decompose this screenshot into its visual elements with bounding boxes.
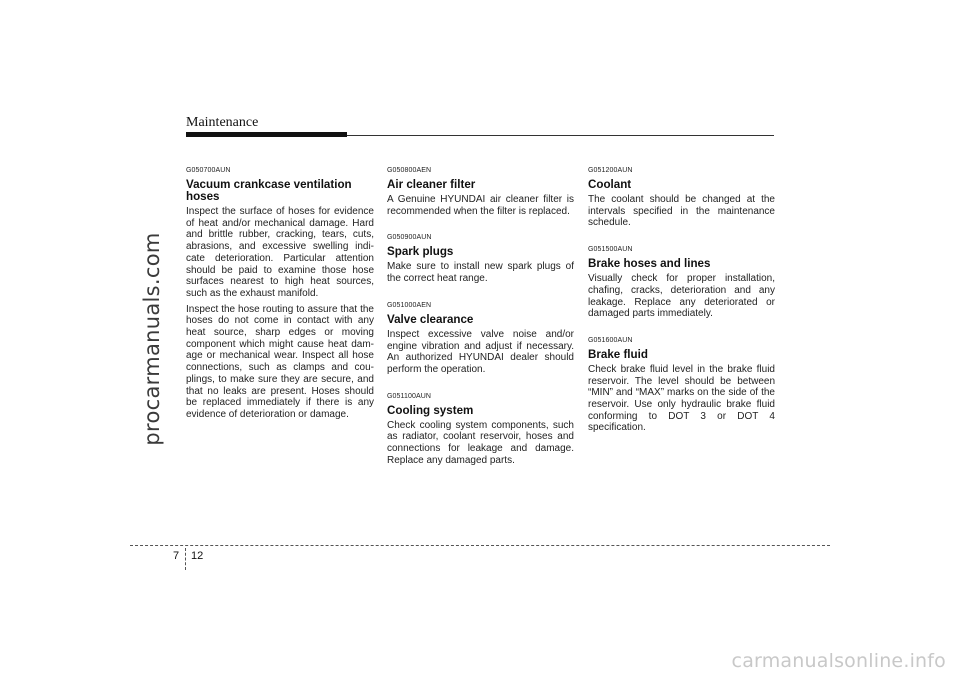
header-rule [347,135,774,136]
section-coolant [588,167,775,229]
section-heading: Brake fluid [588,347,648,361]
section-paragraph: Check cooling system components, such as radiator, coolant reservoir, hoses and connections for leakage and damage. Replace any damaged parts. [387,419,574,466]
section-code: G051500AUN [588,246,633,254]
section-paragraph: A Genuine HYUNDAI air cleaner filter is recommended when the filter is replaced. [387,194,574,217]
side-watermark: procarmanuals.com [140,232,164,446]
bottom-watermark: carmanualsonline.info [731,650,946,672]
section-code: G050900AUN [387,234,432,242]
section-paragraph: Inspect excessive valve noise and/or engine vibration and adjust if necessary. An authorized HYUNDAI dealer should perform the operation. [387,328,574,375]
section-cooling-system [387,393,574,467]
section-heading: Vacuum crankcase ventilation hoses [186,178,352,203]
section-heading: Valve clearance [387,312,474,326]
section-air-cleaner-filter [387,167,574,217]
section-paragraph: Inspect the surface of hoses for evidence of heat and/or mechanical damage. Hard and brittle rubber, cracking, tears, cuts, abrasions, and excessive swelling indi-cate deterioration. Particular attention should be paid to examine those hose surfaces nearest to high heat sources, such as the exhaust manifold. [186,206,374,299]
section-heading: Coolant [588,178,632,191]
section-code: G051000AEN [387,301,432,309]
section-valve-clearance [387,302,574,376]
section-heading: Spark plugs [387,245,454,259]
section-code: G051100AUN [387,392,432,400]
section-heading: Cooling system [387,403,474,417]
section-spark-plugs [387,234,574,284]
header-accent-bar [186,132,347,137]
section-paragraph: The coolant should be changed at the intervals specified in the maintenance schedule. [588,194,775,229]
section-vacuum-crankcase [186,167,374,421]
section-heading: Air cleaner filter [387,178,476,191]
page-number: 12 [191,550,204,562]
column-1 [186,160,374,438]
section-paragraph: Visually check for proper installation, chafing, cracks, deterioration and any leakage. Replace any deteriorated or damaged parts immediately. [588,273,775,320]
chapter-number: 7 [173,550,180,562]
section-code: G050700AUN [186,167,231,174]
section-paragraph: Inspect the hose routing to assure that the hoses do not come in contact with any heat source, sharp edges or moving component which might cause heat dam-age or mechanical wear. Inspect all hose connections, such as clamps and cou-plings, to make sure they are secure, and that no leaks are present. Hoses should be replaced immediately if there is any evidence of deterioration or damage. [186,303,374,420]
column-2 [387,160,574,483]
section-paragraph: Check brake fluid level in the brake fluid reservoir. The level should be between “MIN” and “MAX” marks on the side of the reservoir. Use only hydraulic brake fluid conforming to DOT 3 or DOT 4 specification. [588,363,775,434]
footer-dashed-rule [130,545,830,546]
section-paragraph: Make sure to install new spark plugs of the correct heat range. [387,261,574,285]
section-code: G051200AUN [588,167,633,174]
section-code: G050800AEN [387,167,432,174]
column-3 [588,160,775,451]
page-header-title: Maintenance [186,115,259,130]
section-code: G051600AUN [588,336,633,344]
section-heading: Brake hoses and lines [588,257,711,271]
section-brake-hoses [588,246,775,320]
section-brake-fluid [588,337,775,434]
page-number-separator [185,548,186,570]
